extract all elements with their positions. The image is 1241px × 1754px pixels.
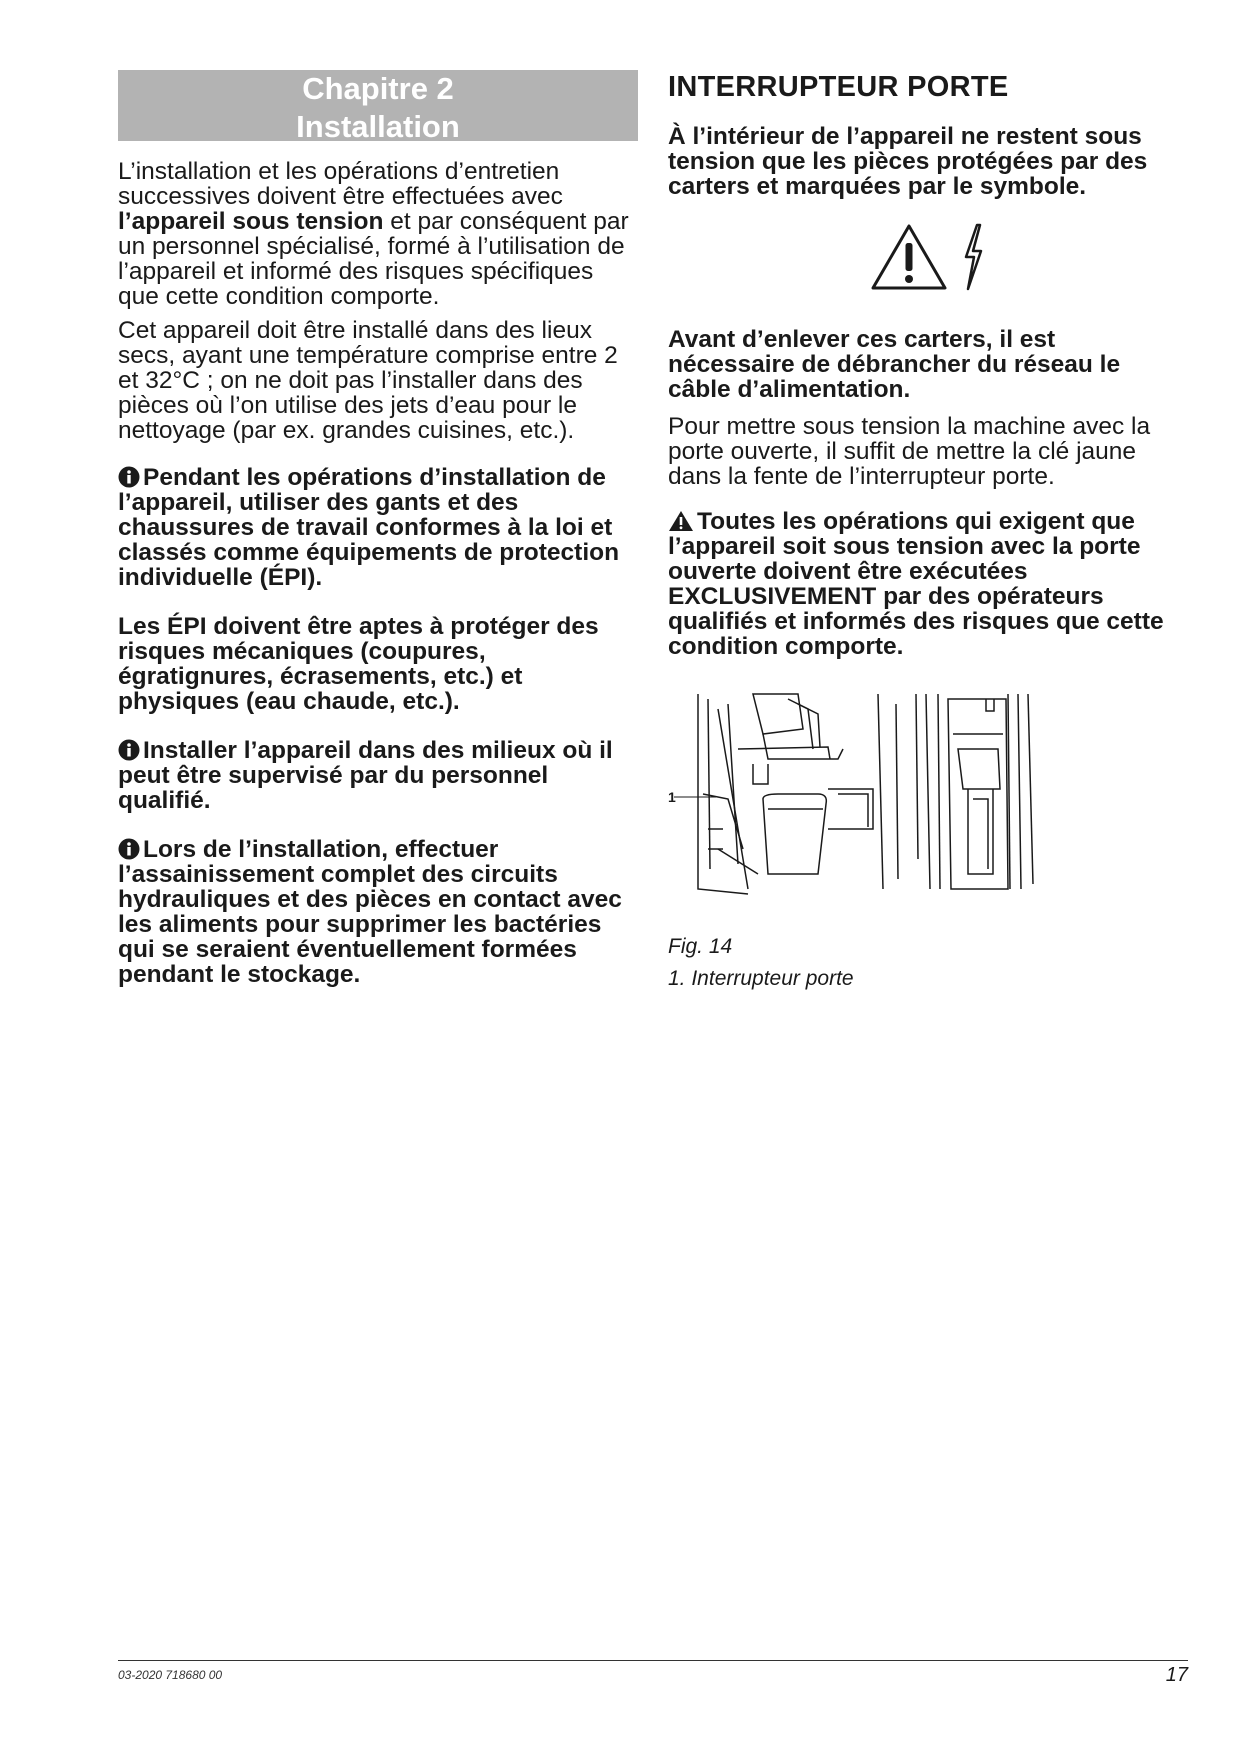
info-circle-icon (118, 739, 140, 761)
figure-14 (668, 689, 1088, 924)
door-switch-paragraph: Pour mettre sous tension la machine avec la porte ouverte, il suffit de mettre la clé jaune dans la fente de l’interrupteur porte. (668, 413, 1151, 490)
footer-divider (118, 1660, 1188, 1661)
figure-callout-1: 1 (668, 789, 676, 805)
ppe-protection-paragraph: Les ÉPI doivent être aptes à protéger des risques mécaniques (coupures, égratignures, écrasements, etc.) et physiques (eau chaude, etc.). (118, 613, 599, 715)
info-circle-icon (118, 466, 140, 488)
door-switch-illustration (668, 689, 1088, 924)
chapter-heading (118, 70, 638, 144)
location-paragraph: Cet appareil doit être installé dans des lieux secs, ayant une température comprise entre 2 et 32°C ; on ne doit pas l’installer dans des pièces où l’on utilise des jets d’eau pour le nettoyage (par ex. grandes cuisines, etc.). (118, 317, 618, 444)
chapter-number: Chapitre 2 (302, 71, 454, 106)
sanitation-notice: Lors de l’installation, effectuer l’assainissement complet des circuits hydrauliques et des pièces en contact avec les aliments pour supprimer les bactéries qui se seraient éventuellement formées pendant le stockage. (118, 836, 622, 988)
ppe-notice: Pendant les opérations d’installation de l’appareil, utiliser des gants et des chaussures de travail conformes à la loi et classés comme équipements de protection individuelle (ÉPI). (118, 464, 620, 591)
section-title: INTERRUPTEUR PORTE (668, 71, 1009, 103)
high-voltage-icon (960, 223, 986, 291)
right-column (668, 70, 1188, 998)
intro-paragraph: L’installation et les opérations d’entretien successives doivent être effectuées avec l’appareil sous tension et par conséquent par un personnel spécialisé, formé à l’utilisation de l’appareil et informé des risques spécifiques que cette condition comporte. (118, 158, 629, 310)
figure-caption: Fig. 14 (668, 935, 733, 958)
left-column (118, 70, 638, 1011)
document-code: 03-2020 718680 00 (118, 1668, 223, 1682)
page-number: 17 (1165, 1664, 1188, 1686)
warning-triangle-icon (870, 223, 948, 291)
chapter-title: Installation (296, 109, 460, 144)
live-parts-paragraph: À l’intérieur de l’appareil ne restent sous tension que les pièces protégées par des carters et marquées par le symbole. (668, 123, 1148, 200)
info-circle-icon (118, 838, 140, 860)
hazard-symbols (668, 223, 1188, 291)
disconnect-paragraph: Avant d’enlever ces carters, il est nécessaire de débrancher du réseau le câble d’alimentation. (668, 326, 1121, 403)
figure-legend: 1. Interrupteur porte (668, 967, 854, 990)
warning-notice: Toutes les opérations qui exigent que l’appareil soit sous tension avec la porte ouverte doivent être exécutées EXCLUSIVEMENT par des opérateurs qualifiés et informés des risques que cette condition comporte. (668, 508, 1164, 660)
warning-triangle-icon (668, 510, 694, 532)
supervision-notice: Installer l’appareil dans des milieux où il peut être supervisé par du personnel qualifié. (118, 737, 613, 814)
